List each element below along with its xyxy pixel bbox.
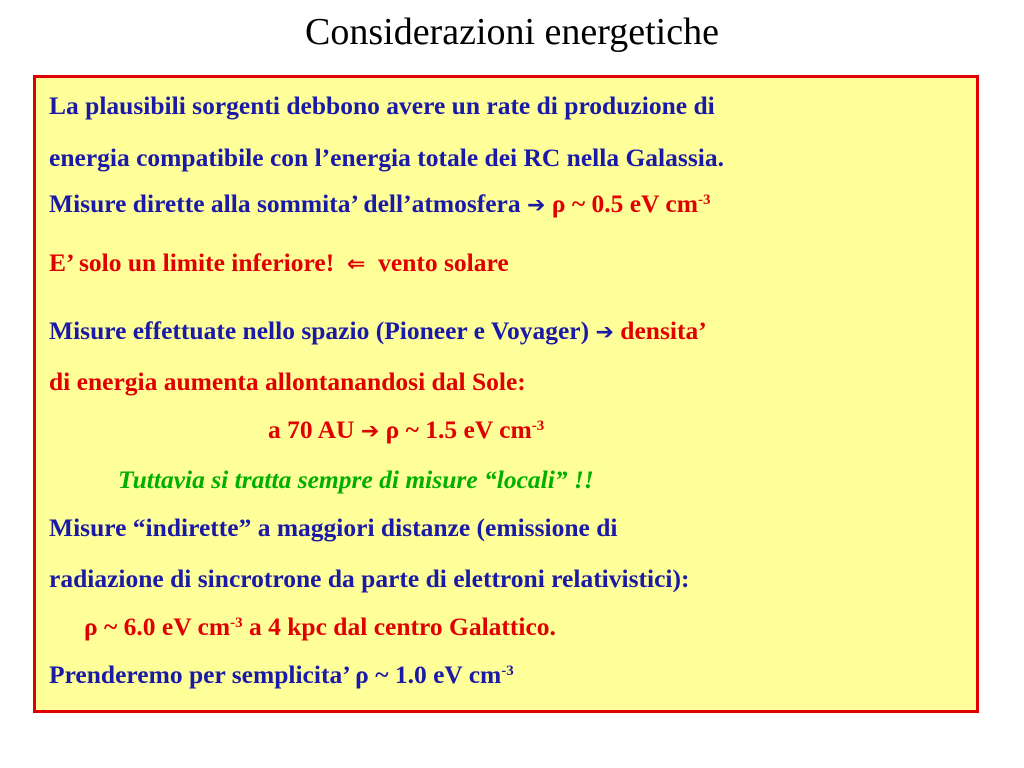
- line-7: [268, 415, 544, 447]
- line-3: [49, 189, 710, 221]
- line-11-tail: a 4 kpc dal centro Galattico.: [249, 612, 556, 641]
- line-3-exponent: -3: [697, 192, 711, 208]
- line-6: di energia aumenta allontanandosi dal Sole:: [49, 367, 526, 396]
- line-5-tail: densita’: [620, 316, 707, 345]
- line-12-text: Prenderemo per semplicita’: [49, 660, 349, 689]
- slide-title: Considerazioni energetiche: [305, 11, 719, 53]
- line-1: La plausibili sorgenti debbono avere un rate di produzione di: [49, 91, 715, 120]
- line-7-exponent: -3: [531, 418, 545, 434]
- line-12: [49, 660, 514, 690]
- line-4: [49, 248, 509, 280]
- line-7-value: ρ ~ 1.5 eV cm: [385, 415, 532, 444]
- line-12-exponent: -3: [501, 663, 514, 679]
- line-3-text: Misure dirette alla sommita’ dell’atmosfera: [49, 189, 521, 218]
- line-11-exponent: -3: [230, 615, 243, 631]
- line-11-value: ρ ~ 6.0 eV cm: [84, 612, 231, 641]
- line-5-text: Misure effettuate nello spazio (Pioneer e Voyager): [49, 316, 590, 345]
- right-arrow-icon: ➔: [527, 193, 546, 218]
- line-11: [84, 612, 556, 642]
- line-12-value: ρ ~ 1.0 eV cm: [355, 660, 502, 689]
- content-box: [33, 75, 979, 713]
- right-arrow-icon: ➔: [360, 419, 380, 444]
- right-arrow-icon: ➔: [595, 320, 614, 345]
- line-3-value: ρ ~ 0.5 eV cm: [551, 189, 698, 218]
- line-5: [49, 316, 707, 348]
- line-2: energia compatibile con l’energia totale dei RC nella Galassia.: [49, 143, 724, 172]
- line-4-text: E’ solo un limite inferiore!: [49, 248, 335, 277]
- line-7-a: a 70 AU: [268, 415, 355, 444]
- line-10: radiazione di sincrotrone da parte di elettroni relativistici):: [49, 564, 690, 593]
- line-8: Tuttavia si tratta sempre di misure “locali” !!: [118, 465, 594, 494]
- line-4-tail: vento solare: [378, 248, 509, 277]
- left-arrow-icon: ⇐: [346, 252, 366, 277]
- line-9: Misure “indirette” a maggiori distanze (emissione di: [49, 513, 618, 542]
